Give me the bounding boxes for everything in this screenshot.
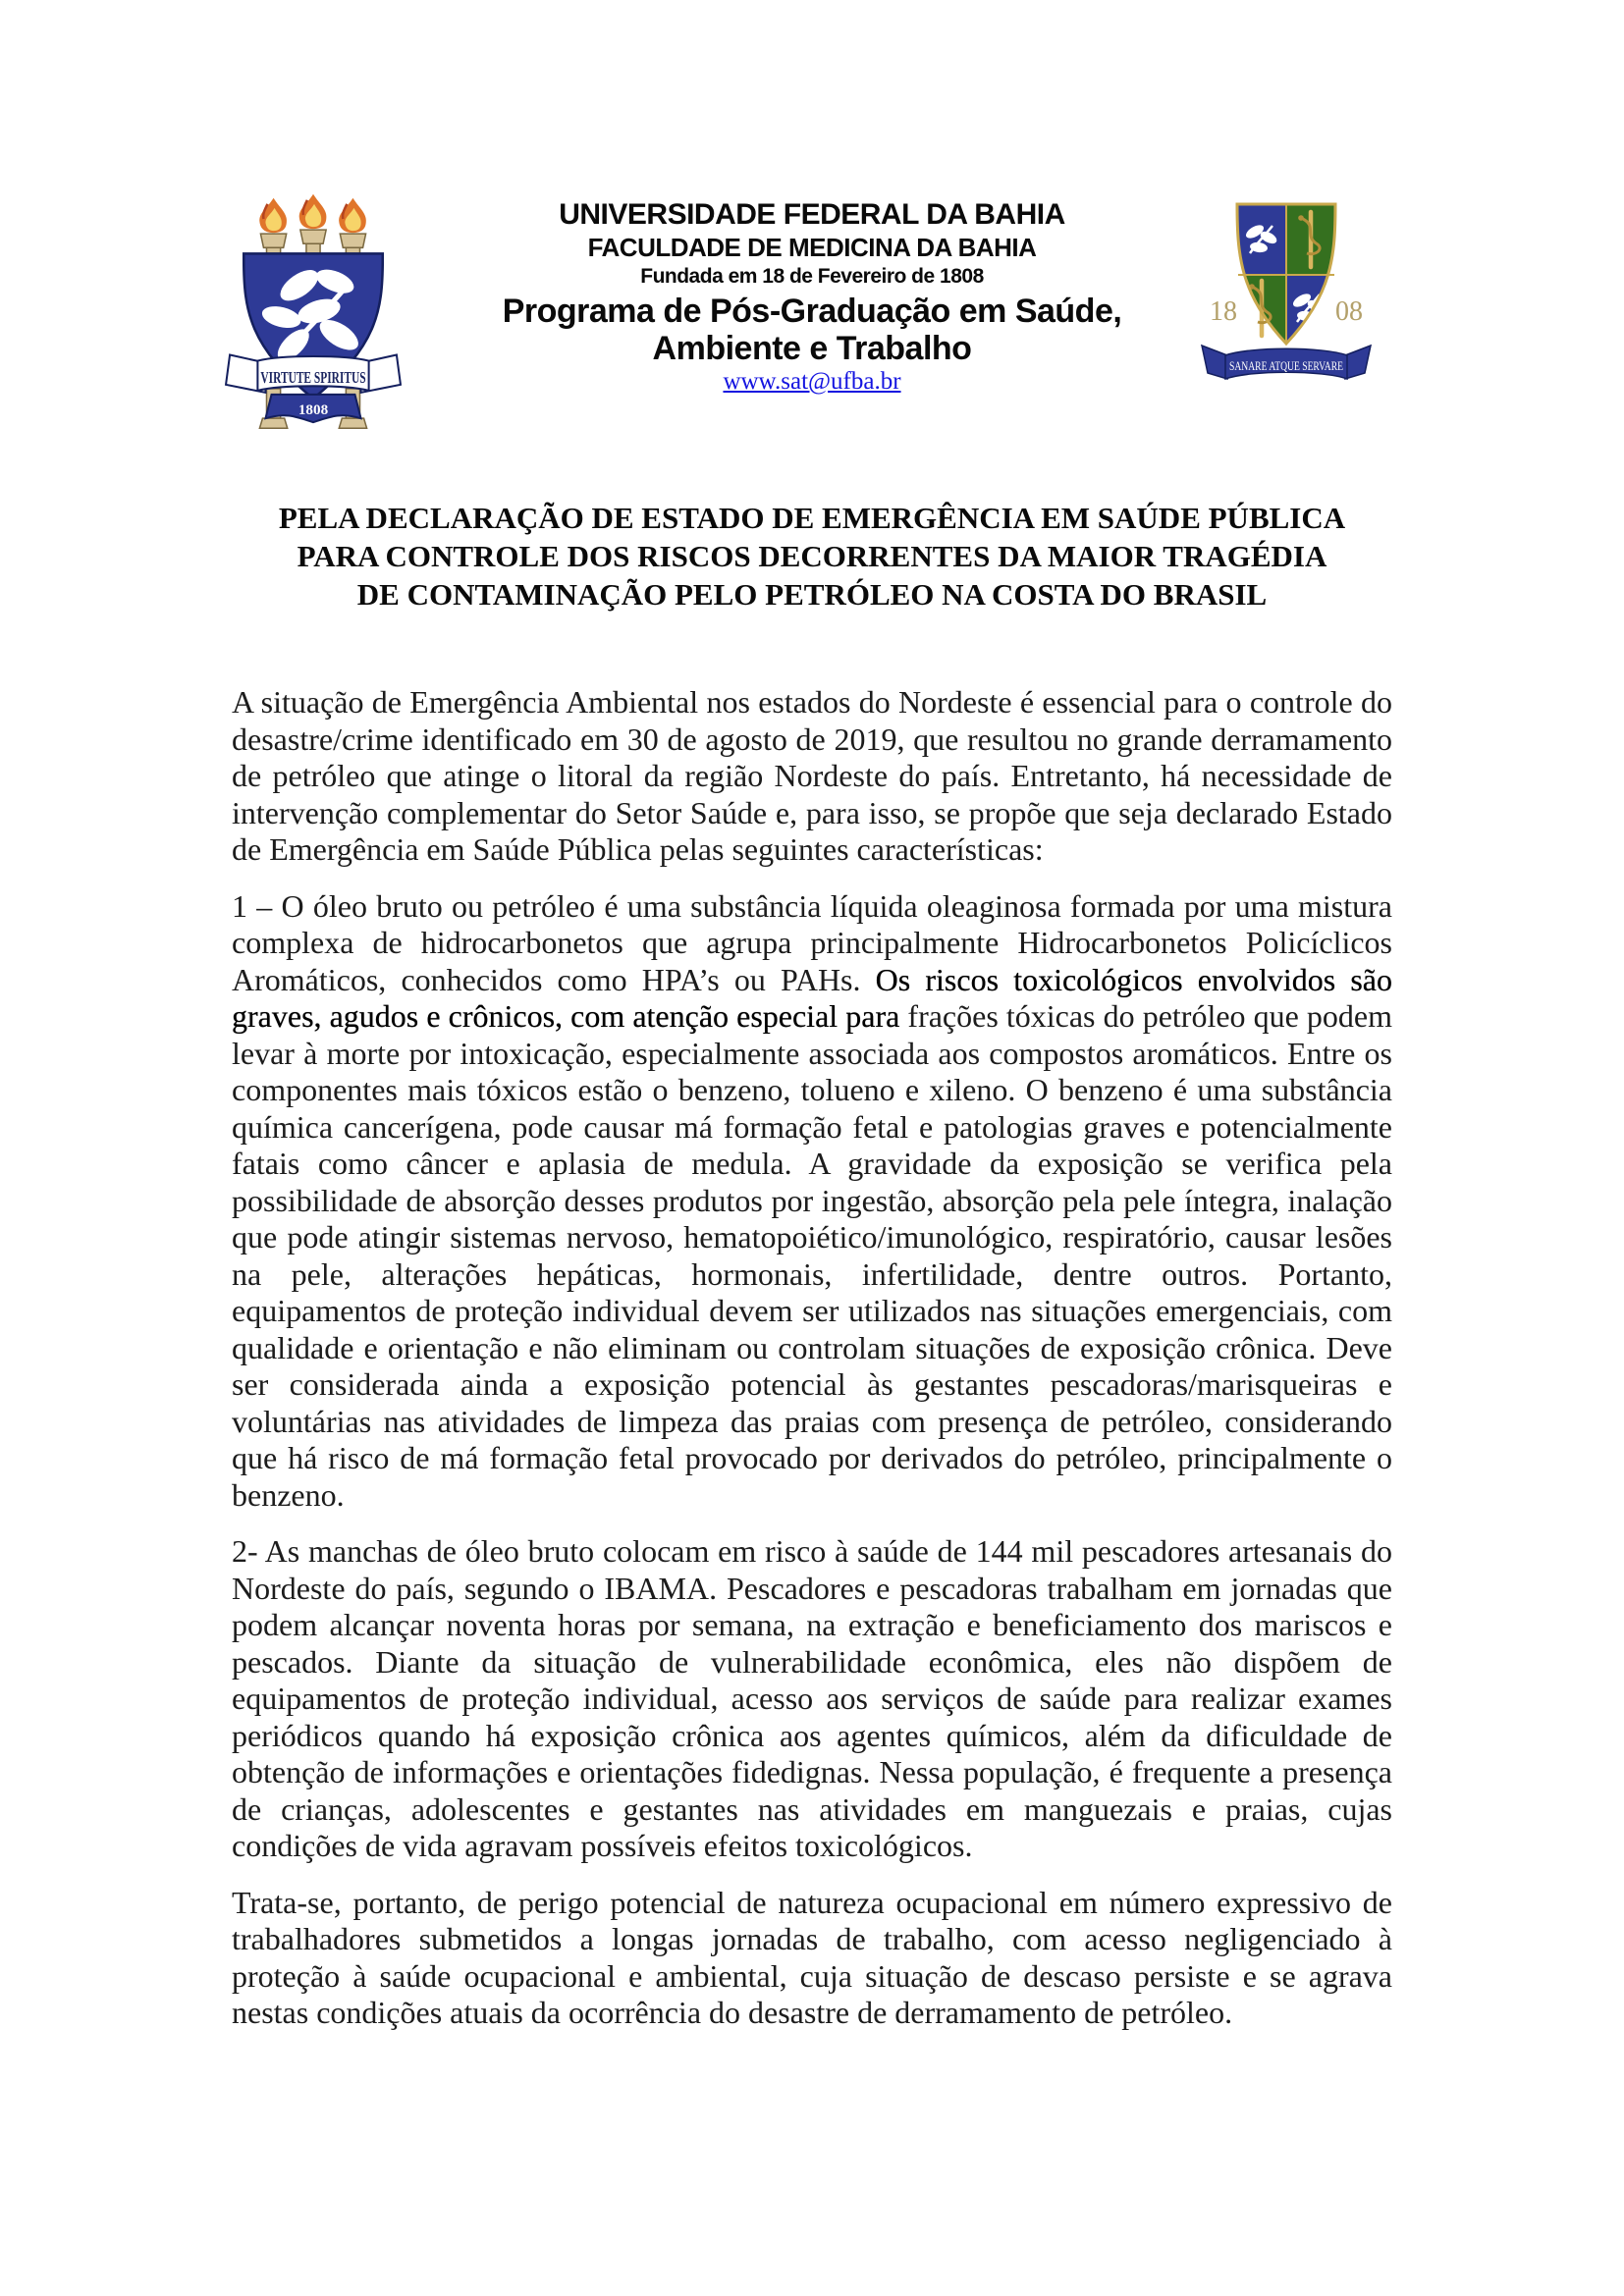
- fmb-year-left: 18: [1210, 296, 1237, 327]
- university-name: UNIVERSIDADE FEDERAL DA BAHIA: [559, 198, 1065, 231]
- title-line-3: DE CONTAMINAÇÃO PELO PETRÓLEO NA COSTA DO BRASIL: [356, 577, 1268, 612]
- fmb-year-right: 08: [1335, 296, 1363, 327]
- program-name-line1: Programa de Pós-Graduação em Saúde,: [502, 293, 1122, 330]
- document-title: [118, 499, 1506, 614]
- text-segment: Os riscos toxicológicos envolvidos são graves, agudos e crônicos, com atenção especial para: [232, 961, 1393, 1034]
- founded-line: Fundada em 18 de Fevereiro de 1808: [640, 265, 984, 288]
- title-line-1: PELA DECLARAÇÃO DE ESTADO DE EMERGÊNCIA EM SAÚDE PÚBLICA: [278, 501, 1346, 535]
- program-name-line2: Ambiente e Trabalho: [652, 330, 972, 367]
- website-link[interactable]: www.sat@ufba.br: [723, 368, 901, 395]
- text-segment: 2- As manchas de óleo bruto colocam em risco à saúde de 144 mil pescadores artesanais do Nordeste do país, segundo o IBAMA. Pescadores e pescadoras trabalham em jornadas que podem alcançar noventa horas por semana, na extração e beneficiamento dos mariscos e pescados. Diante da situação de vulnerabilidade econômica, eles não dispõem de equipamentos de proteção individual, acesso aos serviços de saúde para realizar exames periódicos quando há exposição crônica aos agentes químicos, além da dificuldade de obtenção de informações e orientações fidedignas. Nessa população, é frequente a presença de crianças, adolescentes e gestantes nas atividades em manguezais e praias, cujas condições de vida agravam possíveis efeitos toxicológicos.: [232, 1533, 1392, 1863]
- text-segment: Trata-se, portanto, de perigo potencial de natureza ocupacional em número expressivo de trabalhadores submetidos a longas jornadas de trabalho, com acesso negligenciado à proteção à saúde ocupacional e ambiental, cuja situação de descaso persiste e se agrava nestas condições atuais da ocorrência do desastre de derramamento de petróleo.: [232, 1884, 1392, 2030]
- paragraph: [232, 1885, 1392, 2032]
- faculty-name: FACULDADE DE MEDICINA DA BAHIA: [587, 233, 1037, 262]
- text-segment: frações tóxicas do petróleo que podem levar à morte por intoxicação, especialmente associada aos compostos aromáticos. Entre os componentes mais tóxicos estão o benzeno, tolueno e xileno. O benzeno é uma substância química cancerígena, pode causar má formação fetal e patologias graves e potencialmente fatais como câncer e aplasia de medula. A gravidade da exposição se verifica pela possibilidade de absorção desses produtos por ingestão, absorção pela pele íntegra, inalação que pode atingir sistemas nervoso, hematopoiético/imunológico, respiratório, causar lesões na pele, alterações hepáticas, hormonais, infertilidade, dentre outros. Portanto, equipamentos de proteção individual devem ser utilizados nas situações emergenciais, com qualidade e orientação e não eliminam ou controlam situações de exposição crônica. Deve ser considerada ainda a exposição potencial às gestantes pescadoras/marisqueiras e voluntárias nas atividades de limpeza das praias com presença de petróleo, considerando que há risco de má formação fetal provocado por derivados do petróleo, principalmente o benzeno.: [232, 998, 1393, 1513]
- fmb-emblem-icon: [1196, 196, 1377, 402]
- paragraph: [232, 1533, 1392, 1865]
- ufba-year: 1808: [298, 401, 329, 419]
- text-segment: 1 – O óleo bruto ou petróleo é uma substância líquida oleaginosa formada por uma mistura complexa de hidrocarbonetos que agrupa principalmente Hidrocarbonetos Policíclicos Aromáticos, conhecidos como HPA’s ou PAHs.: [232, 887, 1392, 997]
- header-text-block: [0, 196, 1624, 397]
- title-line-2: PARA CONTROLE DOS RISCOS DECORRENTES DA MAIOR TRAGÉDIA: [297, 539, 1327, 573]
- paragraph: [232, 684, 1392, 869]
- text-segment: A situação de Emergência Ambiental nos estados do Nordeste é essencial para o controle do desastre/crime identificado em 30 de agosto de 2019, que resultou no grande derramamento de petróleo que atinge o litoral da região Nordeste do país. Entretanto, há necessidade de intervenção complementar do Setor Saúde e, para isso, se propõe que seja declarado Estado de Emergência em Saúde Pública pelas seguintes características:: [232, 684, 1392, 867]
- fmb-motto-banner: [1202, 346, 1371, 379]
- paragraph: [232, 888, 1392, 1515]
- ufba-motto: VIRTUTE SPIRITUS: [260, 367, 366, 387]
- fmb-motto: SANARE ATQUE SERVARE: [1229, 359, 1344, 373]
- document-body: [232, 684, 1392, 2052]
